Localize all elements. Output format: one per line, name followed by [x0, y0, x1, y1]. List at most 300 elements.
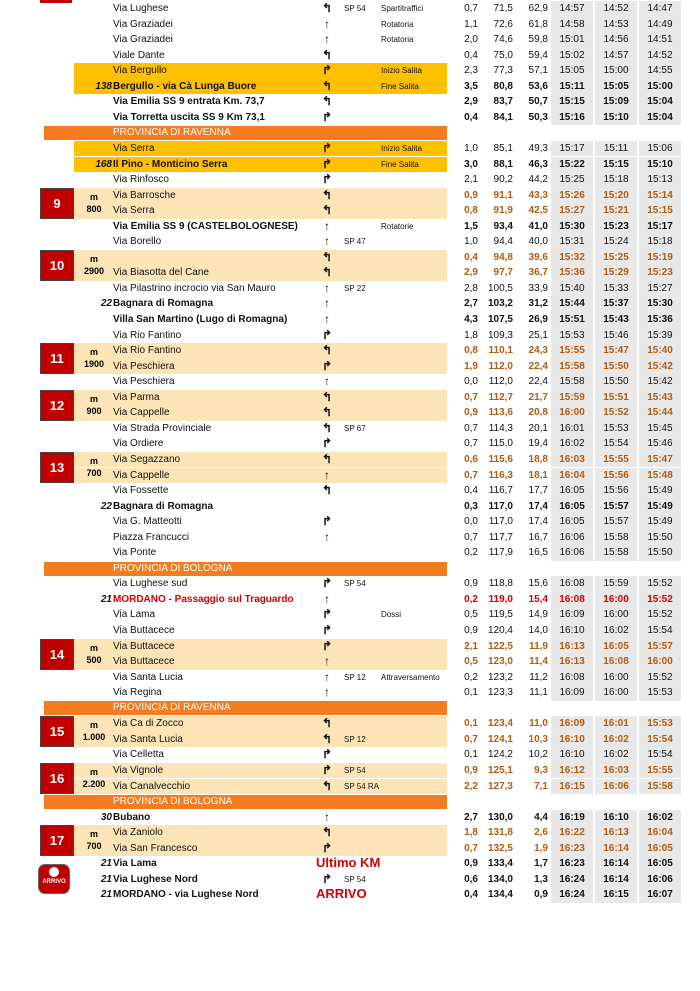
remaining-km: 17,4 — [528, 516, 548, 528]
route-row — [0, 219, 700, 235]
route-row — [0, 545, 700, 561]
partial-km: 1,8 — [464, 827, 478, 839]
sector-number: 9 — [40, 188, 74, 219]
turn-right-icon: ↱ — [321, 762, 333, 777]
progressive-km: 119,5 — [488, 609, 513, 621]
road-note: Fine Salita — [381, 159, 419, 169]
time-medium: 16:06 — [595, 779, 637, 795]
route-row — [0, 747, 700, 763]
progressive-km: 94,8 — [493, 251, 513, 263]
route-row — [0, 110, 700, 126]
progressive-km: 91,9 — [493, 205, 513, 217]
time-fast: 15:27 — [639, 281, 681, 297]
progressive-km: 112,0 — [488, 360, 513, 372]
partial-km: 0,3 — [464, 500, 478, 512]
location-name: Bagnara di Romagna — [113, 500, 214, 512]
route-row — [0, 234, 700, 250]
remaining-km: 10,3 — [528, 733, 548, 745]
location-name: Via Celletta — [113, 749, 164, 761]
route-row — [0, 63, 700, 79]
location-name: MORDANO - via Lughese Nord — [113, 889, 259, 901]
turn-left-icon: ↰ — [321, 343, 333, 358]
time-fast: 15:04 — [639, 110, 681, 126]
sector-marker — [40, 390, 102, 420]
ultimo-km-label: Ultimo KM — [316, 855, 381, 871]
time-fast: 15:39 — [639, 328, 681, 344]
time-fast: 15:53 — [639, 685, 681, 701]
time-slow: 15:02 — [551, 48, 593, 64]
time-fast: 15:15 — [639, 203, 681, 219]
time-fast: 15:19 — [639, 250, 681, 266]
partial-km: 3,5 — [464, 80, 478, 92]
sector-distance: m 700 — [86, 455, 102, 478]
time-slow: 15:25 — [551, 172, 593, 188]
time-slow: 16:03 — [551, 452, 593, 468]
location-name: Via G. Matteotti — [113, 516, 182, 528]
partial-km: 0,4 — [464, 49, 478, 61]
time-medium: 15:23 — [595, 219, 637, 235]
partial-km: 1,0 — [464, 142, 478, 154]
location-name: Via Rio Fantino — [113, 329, 182, 341]
time-fast: 15:52 — [639, 607, 681, 623]
time-medium: 16:02 — [595, 732, 637, 748]
partial-km: 0,5 — [464, 656, 478, 668]
location-name: Via Barrosche — [113, 189, 176, 201]
time-fast: 14:51 — [639, 32, 681, 48]
progressive-km: 132,5 — [487, 842, 513, 854]
turn-left-icon: ↰ — [321, 778, 333, 793]
time-fast: 15:57 — [639, 639, 681, 655]
time-fast: 16:05 — [639, 841, 681, 857]
road-code: SP 54 RA — [344, 781, 379, 791]
time-slow: 16:24 — [551, 872, 593, 888]
altitude: 138 — [95, 80, 112, 92]
time-medium: 15:11 — [595, 141, 637, 157]
road-note: Rotatorie — [381, 221, 414, 231]
time-medium: 15:47 — [595, 343, 637, 359]
time-fast: 15:14 — [639, 188, 681, 204]
time-fast: 15:49 — [639, 483, 681, 499]
time-fast: 15:48 — [639, 468, 681, 484]
time-medium: 15:57 — [595, 499, 637, 515]
route-row — [0, 94, 700, 110]
time-slow: 16:12 — [551, 763, 593, 779]
route-row — [0, 685, 700, 701]
turn-right-icon: ↱ — [321, 172, 333, 187]
remaining-km: 1,7 — [534, 858, 548, 870]
time-slow: 16:23 — [551, 856, 593, 872]
location-name: Via Peschiera — [113, 360, 175, 372]
time-medium: 15:24 — [595, 234, 637, 250]
time-fast: 15:54 — [639, 623, 681, 639]
sector-distance: m 500 — [86, 642, 102, 665]
partial-km: 0,9 — [464, 764, 478, 776]
time-slow: 16:05 — [551, 514, 593, 530]
turn-left-icon: ↰ — [321, 47, 333, 62]
time-medium: 15:37 — [595, 296, 637, 312]
time-medium: 15:56 — [595, 468, 637, 484]
sector-marker — [40, 250, 105, 280]
time-fast: 15:06 — [639, 141, 681, 157]
time-medium: 15:58 — [595, 530, 637, 546]
remaining-km: 53,6 — [528, 80, 548, 92]
route-row — [0, 1, 700, 17]
altitude: 21 — [100, 873, 112, 885]
progressive-km: 107,5 — [487, 314, 513, 325]
time-medium: 15:53 — [595, 421, 637, 437]
time-medium: 15:55 — [595, 452, 637, 468]
turn-left-icon: ↰ — [321, 187, 333, 202]
sector-distance: m 1.000 — [82, 720, 106, 743]
partial-km: 1,9 — [464, 360, 478, 372]
partial-km: 2,1 — [464, 640, 478, 652]
partial-km: 0,5 — [464, 609, 478, 621]
partial-km: 0,9 — [464, 858, 478, 870]
progressive-km: 116,3 — [488, 469, 513, 481]
road-code: SP 54 — [344, 4, 366, 13]
arrivo-icon: ARRIVO — [38, 864, 70, 894]
remaining-km: 15,4 — [528, 593, 548, 605]
time-slow: 15:05 — [551, 63, 593, 79]
time-slow: 16:08 — [551, 670, 593, 686]
location-name: Via Bergullo — [113, 65, 167, 77]
location-name: Via Canalvecchio — [113, 780, 191, 792]
time-medium: 16:08 — [595, 654, 637, 670]
partial-km: 2,9 — [464, 96, 478, 108]
progressive-km: 88,1 — [493, 158, 513, 170]
road-note: Attraversamento — [381, 672, 440, 682]
sector-marker — [40, 343, 105, 373]
province-header: PROVINCIA DI BOLOGNA — [44, 562, 447, 576]
sector-number: 10 — [40, 250, 74, 281]
location-name: Via Parma — [113, 391, 160, 403]
time-medium: 15:18 — [595, 172, 637, 188]
sector-marker — [40, 452, 102, 482]
time-slow: 15:27 — [551, 203, 593, 219]
turn-right-icon: ↱ — [321, 109, 333, 124]
partial-km: 1,8 — [464, 329, 478, 341]
remaining-km: 18,1 — [528, 469, 548, 481]
progressive-km: 120,4 — [487, 625, 513, 636]
road-note: Rotatoria — [381, 35, 414, 45]
time-slow: 16:23 — [551, 841, 593, 857]
time-medium: 15:56 — [595, 483, 637, 499]
time-medium: 16:14 — [595, 841, 637, 857]
time-slow: 16:05 — [551, 499, 593, 515]
altitude: 22 — [100, 500, 112, 512]
time-slow: 16:08 — [551, 576, 593, 592]
location-name: Via Emilia SS 9 entrata Km. 73,7 — [113, 96, 265, 108]
location-name: Bubano — [113, 811, 151, 823]
progressive-km: 130,0 — [487, 811, 513, 823]
time-slow: 15:22 — [551, 157, 593, 173]
progressive-km: 134,4 — [487, 889, 513, 901]
time-slow: 15:32 — [551, 250, 593, 266]
time-slow: 15:11 — [551, 79, 593, 95]
time-fast: 15:42 — [639, 374, 681, 390]
progressive-km: 84,1 — [493, 111, 513, 123]
route-row — [0, 576, 700, 592]
time-slow: 16:00 — [551, 405, 593, 421]
route-row — [0, 17, 700, 33]
remaining-km: 11,0 — [529, 718, 548, 730]
time-slow: 16:09 — [551, 685, 593, 701]
time-fast: 15:50 — [639, 545, 681, 561]
partial-km: 1,1 — [464, 18, 478, 30]
straight-icon: ↑ — [324, 654, 330, 669]
time-medium: 16:00 — [595, 670, 637, 686]
time-medium: 16:15 — [595, 887, 637, 903]
province-header: PROVINCIA DI RAVENNA — [44, 701, 447, 715]
route-row — [0, 499, 700, 515]
time-slow: 15:44 — [551, 296, 593, 312]
road-note: Dossi — [381, 610, 402, 620]
remaining-km: 31,2 — [528, 298, 548, 310]
route-row — [0, 670, 700, 686]
time-fast: 15:18 — [639, 234, 681, 250]
turn-right-icon: ↱ — [321, 156, 333, 171]
sector-distance: m 2.200 — [82, 766, 106, 789]
time-fast: 15:36 — [639, 312, 681, 328]
province-header: PROVINCIA DI RAVENNA — [44, 126, 447, 140]
remaining-km: 17,7 — [528, 485, 548, 497]
time-medium: 15:05 — [595, 79, 637, 95]
time-slow: 16:13 — [551, 639, 593, 655]
location-name: Villa San Martino (Lugo di Romagna) — [113, 314, 288, 325]
time-medium: 14:57 — [595, 48, 637, 64]
progressive-km: 100,5 — [487, 282, 513, 294]
time-slow: 16:09 — [551, 716, 593, 732]
road-code: SP 54 — [344, 765, 366, 775]
partial-km: 2,7 — [464, 298, 478, 310]
straight-icon: ↑ — [324, 280, 330, 295]
turn-right-icon: ↱ — [321, 871, 333, 886]
location-name: Via Santa Lucia — [113, 671, 183, 683]
sector-distance: m 2900 — [83, 253, 105, 276]
sector-marker — [40, 188, 102, 218]
progressive-km: 119,0 — [488, 593, 513, 605]
location-name: Via Ca di Zocco — [113, 718, 184, 730]
straight-icon: ↑ — [324, 467, 330, 482]
time-fast: 15:40 — [639, 343, 681, 359]
road-note: Fine Salita — [381, 81, 419, 91]
time-slow: 14:58 — [551, 17, 593, 33]
straight-icon: ↑ — [324, 591, 330, 606]
progressive-km: 123,0 — [487, 656, 513, 668]
turn-right-icon: ↱ — [321, 607, 333, 622]
location-name: Via Borello — [113, 236, 162, 248]
time-fast: 15:55 — [639, 763, 681, 779]
time-fast: 15:00 — [639, 79, 681, 95]
remaining-km: 14,9 — [528, 609, 548, 621]
time-medium: 14:56 — [595, 32, 637, 48]
turn-left-icon: ↰ — [321, 249, 333, 264]
turn-right-icon: ↱ — [321, 623, 333, 637]
road-code: SP 67 — [344, 423, 366, 433]
remaining-km: 40,0 — [528, 236, 548, 248]
progressive-km: 80,8 — [493, 80, 513, 92]
route-row — [0, 32, 700, 48]
progressive-km: 74,6 — [493, 34, 513, 46]
straight-icon: ↑ — [324, 312, 330, 326]
partial-km: 0,6 — [464, 453, 478, 465]
progressive-km: 94,4 — [493, 236, 513, 248]
location-name: Via Lughese Nord — [113, 873, 198, 885]
time-slow: 16:06 — [551, 545, 593, 561]
time-medium: 14:53 — [595, 17, 637, 33]
time-fast: 15:04 — [639, 94, 681, 110]
time-slow: 15:01 — [551, 32, 593, 48]
remaining-km: 9,3 — [534, 764, 548, 776]
location-name: Via Strada Provinciale — [113, 422, 212, 434]
sector-distance: m 800 — [86, 191, 102, 214]
remaining-km: 24,3 — [528, 345, 548, 357]
route-row — [0, 607, 700, 623]
turn-left-icon: ↰ — [321, 265, 333, 280]
location-name: Via Zaniolo — [113, 827, 163, 839]
progressive-km: 103,2 — [487, 298, 513, 310]
progressive-km: 112,0 — [488, 376, 513, 388]
time-slow: 15:58 — [551, 374, 593, 390]
time-fast: 14:52 — [639, 48, 681, 64]
time-slow: 16:15 — [551, 779, 593, 795]
time-medium: 15:10 — [595, 110, 637, 126]
time-fast: 15:54 — [639, 732, 681, 748]
time-slow: 16:19 — [551, 810, 593, 826]
time-fast: 15:43 — [639, 390, 681, 406]
progressive-km: 77,3 — [493, 65, 513, 77]
time-fast: 15:46 — [639, 436, 681, 452]
partial-km: 0,7 — [464, 469, 478, 481]
time-medium: 16:13 — [595, 825, 637, 841]
remaining-km: 61,8 — [528, 18, 548, 30]
remaining-km: 36,7 — [528, 267, 548, 279]
altitude: 22 — [100, 298, 112, 310]
time-slow: 15:58 — [551, 359, 593, 375]
remaining-km: 11,2 — [529, 671, 548, 683]
location-name: Via Torretta uscita SS 9 Km 73,1 — [113, 111, 265, 123]
progressive-km: 109,3 — [487, 329, 513, 341]
location-name: Via Biasotta del Cane — [113, 267, 209, 279]
location-name: Via Buttacece — [113, 625, 175, 636]
time-fast: 15:10 — [639, 157, 681, 173]
time-medium: 15:57 — [595, 514, 637, 530]
turn-left-icon: ↰ — [321, 78, 333, 93]
progressive-km: 115,6 — [488, 453, 513, 465]
partial-km: 2,8 — [464, 282, 478, 294]
time-medium: 15:46 — [595, 328, 637, 344]
sector-distance: m 900 — [86, 393, 102, 416]
progressive-km: 117,0 — [488, 500, 513, 512]
time-medium: 15:15 — [595, 157, 637, 173]
partial-km: 1,5 — [464, 220, 478, 232]
partial-km: 0,9 — [464, 625, 478, 636]
time-fast: 16:05 — [639, 856, 681, 872]
time-medium: 15:58 — [595, 545, 637, 561]
time-fast: 15:42 — [639, 359, 681, 375]
progressive-km: 127,3 — [487, 780, 513, 792]
partial-km: 0,4 — [464, 251, 478, 263]
time-medium: 16:10 — [595, 810, 637, 826]
time-slow: 16:08 — [551, 592, 593, 608]
time-medium: 16:00 — [595, 592, 637, 608]
location-name: Bagnara di Romagna — [113, 298, 214, 310]
remaining-km: 46,3 — [528, 158, 548, 170]
progressive-km: 117,7 — [488, 531, 513, 543]
turn-left-icon: ↰ — [321, 405, 333, 420]
time-medium: 15:50 — [595, 374, 637, 390]
partial-km: 0,7 — [464, 391, 478, 403]
partial-km: 0,7 — [464, 3, 478, 14]
partial-km: 0,2 — [464, 547, 478, 559]
location-name: Via Ponte — [113, 547, 157, 559]
location-name: Via Lughese — [113, 3, 169, 14]
sector-marker — [40, 825, 102, 855]
turn-left-icon: ↰ — [321, 389, 333, 404]
remaining-km: 44,2 — [528, 174, 548, 186]
remaining-km: 4,4 — [534, 811, 548, 823]
route-row — [0, 48, 700, 64]
partial-km: 0,0 — [464, 376, 478, 388]
altitude: 30 — [100, 811, 112, 823]
location-name: Via Santa Lucia — [113, 733, 183, 745]
time-medium: 15:50 — [595, 359, 637, 375]
partial-km: 0,2 — [464, 593, 478, 605]
altitude: 21 — [100, 593, 112, 605]
turn-left-icon: ↰ — [321, 94, 333, 109]
time-medium: 15:52 — [595, 405, 637, 421]
straight-icon: ↑ — [324, 529, 330, 544]
time-fast: 15:47 — [639, 452, 681, 468]
progressive-km: 116,7 — [488, 485, 513, 497]
time-slow: 16:24 — [551, 887, 593, 903]
remaining-km: 21,7 — [528, 391, 548, 403]
time-slow: 16:10 — [551, 747, 593, 763]
turn-right-icon: ↱ — [321, 840, 333, 855]
progressive-km: 112,7 — [488, 391, 513, 403]
altitude: 21 — [100, 858, 112, 870]
route-row — [0, 281, 700, 297]
time-slow: 16:09 — [551, 607, 593, 623]
route-row — [0, 810, 700, 826]
remaining-km: 11,4 — [529, 656, 548, 668]
time-slow: 15:40 — [551, 281, 593, 297]
route-row — [0, 872, 700, 888]
time-medium: 16:02 — [595, 623, 637, 639]
progressive-km: 124,2 — [487, 749, 513, 761]
location-name: Piazza Francucci — [113, 531, 190, 543]
remaining-km: 43,3 — [528, 189, 548, 201]
remaining-km: 7,1 — [534, 780, 548, 792]
partial-km: 0,7 — [464, 422, 478, 434]
progressive-km: 122,5 — [487, 640, 513, 652]
route-row — [0, 328, 700, 344]
time-medium: 16:05 — [595, 639, 637, 655]
partial-km: 0,9 — [464, 407, 478, 419]
sector-number: 11 — [40, 343, 74, 374]
road-code: SP 12 — [344, 672, 366, 682]
time-fast: 15:52 — [639, 576, 681, 592]
remaining-km: 41,0 — [528, 220, 548, 232]
time-fast: 15:52 — [639, 592, 681, 608]
time-slow: 15:53 — [551, 328, 593, 344]
location-name: Via Serra — [113, 142, 155, 154]
time-medium: 15:43 — [595, 312, 637, 328]
progressive-km: 110,1 — [488, 345, 513, 357]
progressive-km: 113,6 — [488, 407, 513, 419]
time-fast: 15:30 — [639, 296, 681, 312]
road-note: Inizio Salita — [381, 143, 422, 153]
